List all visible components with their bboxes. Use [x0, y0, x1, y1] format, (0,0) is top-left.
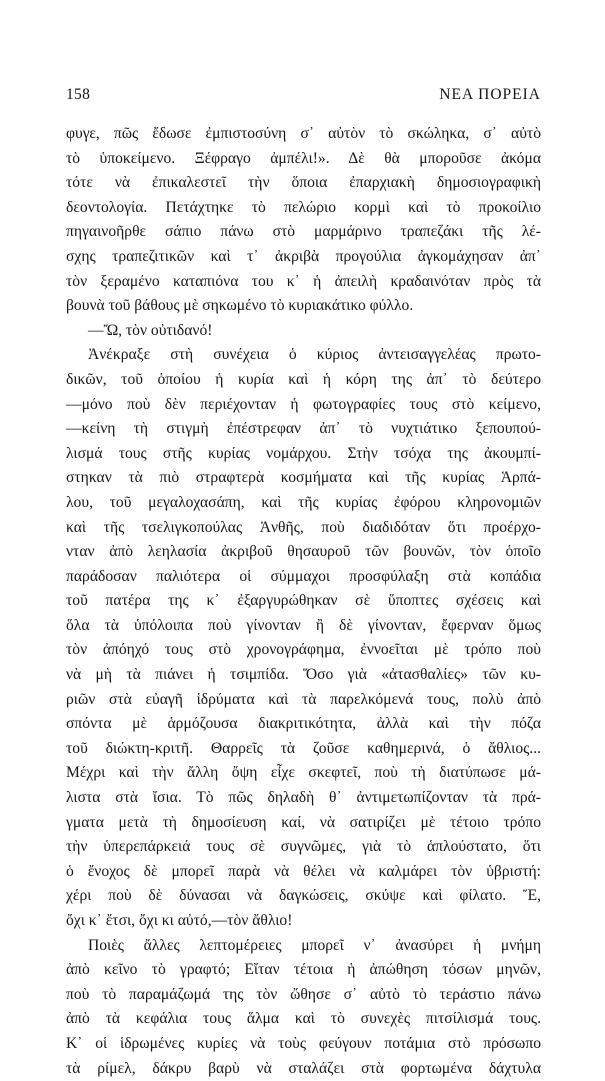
text-line: ἀπὸ τὰ κεφάλια τους ἅλμα καὶ τὸ συνεχὲς πιτσίλισμά τους.: [66, 1010, 541, 1028]
text-line: τὰ ρίμελ, δάκρυ βαρὺ νὰ σταλάζει στὰ φορτωμένα δάχτυλα: [66, 1059, 541, 1077]
text-line: παράδοσαν παλιότερα οἱ σύμμαχοι προσφύλαξη στὰ κοπάδια: [66, 567, 541, 585]
text-line: δικῶν, τοῦ ὁποίου ἡ κυρία καὶ ἡ κόρη της ἀπ᾽ τὸ δεύτερο: [66, 370, 541, 388]
page-header: [66, 86, 541, 110]
text-line: ὅλα τὰ ὑπόλοιπα ποὺ γίνονταν ἢ δὲ γίνονταν, ἔφερναν ὅμως: [66, 616, 541, 634]
text-line: Μέχρι καὶ τὴν ἄλλη ὄψη εἶχε σκεφτεῖ, ποὺ τὴ διατύπωσε μά-: [66, 764, 541, 782]
text-line: ποὺ τὸ παραμάζωμά της τὸν ὤθησε σ᾽ αὐτὸ τὸ τεράστιο πάνω: [66, 985, 541, 1003]
text-line: τὸ ὑποκείμενο. Ξέφραγο ἀμπέλι!». Δὲ θὰ μποροῦσε ἀκόμα: [66, 149, 541, 167]
text-line: σπόντα μὲ ἁρμόζουσα διακριτικότητα, ἀλλὰ καὶ τὴν πόζα: [66, 715, 541, 733]
text-line: τοῦ διώκτη-κριτῆ. Θαρρεῖς τὰ ζοῦσε καθημερινά, ὁ ἄθλιος...: [66, 739, 541, 757]
text-line: τότε νὰ ἐπικαλεστεῖ τὴν ὅποια ἐπαρχιακὴ δημοσιογραφικὴ: [66, 174, 541, 192]
text-line: σχης τραπεζιτικῶν καὶ τ᾽ ἀκριβὰ προγούλια ἀγκομάχησαν ἀπ᾽: [66, 247, 541, 265]
text-line: δεοντολογία. Πετάχτηκε τὸ πελώριο κορμὶ καὶ τὸ προκοίλιο: [66, 198, 541, 216]
text-line: νὰ μὴ τὰ πιάνει ἡ τσιμπίδα. Ὅσο γιὰ «ἀτασθαλίες» τῶν κυ-: [66, 666, 541, 684]
text-line: στηκαν τὰ πιὸ στραφτερὰ κοσμήματα καὶ τῆς κυρίας Ἁρπά-: [66, 469, 541, 487]
text-line: λιστα στὰ ἴσια. Τὸ πῶς δηλαδὴ θ᾽ ἀντιμετωπίζονταν τὰ πρά-: [66, 789, 541, 807]
body-text: [66, 122, 541, 1081]
text-line: χέρι ποὺ δὲ δύνασαι νὰ δαγκώσεις, σκύψε καὶ φίλατο. Ἔ,: [66, 887, 541, 905]
text-line: —Ὤ, τὸν οὐτιδανό!: [88, 321, 213, 339]
text-line: γματα μετὰ τὴ δημοσίευση καί, νὰ σατιρίζει μὲ τέτοιο τρόπο: [66, 813, 541, 831]
text-line: καὶ τῆς τσελιγκοπούλας Ἀνθῆς, ποὺ διαδιδόταν ὅτι προέρχο-: [66, 518, 541, 536]
page-number: 158: [66, 86, 91, 103]
text-line: ὁ ἔνοχος δὲ μπορεῖ παρὰ νὰ θέλει νὰ καλμάρει τὸν ὑβριστή:: [66, 862, 541, 880]
text-line: νταν ἀπὸ λεηλασία ἀκριβοῦ θησαυροῦ τῶν βουνῶν, τὸν ὁποῖο: [66, 543, 541, 561]
text-line: ριῶν στὰ εὐαγῆ ἱδρύματα καὶ τὰ παρελκόμενά τους, πολὺ ἀπὸ: [66, 690, 541, 708]
text-line: λισμά τους στῆς κυρίας νομάρχου. Στὴν τσόχα της ἀκουμπί-: [66, 444, 541, 462]
text-line: ὄχι κ᾽ ἔτσι, ὄχι κι αὐτό,—τὸν ἄθλιο!: [66, 912, 293, 929]
text-line: πηγαινοῆρθε σάπιο πάνω στὸ μαρμάρινο τραπεζάκι τῆς λέ-: [66, 223, 541, 241]
text-line: —κείνη τὴ στιγμὴ ἐπέστρεφαν ἀπ᾽ τὸ νυχτιάτικο ξεπουπού-: [66, 420, 541, 438]
text-line: Ἀνέκραξε στὴ συνέχεια ὁ κύριος ἀντεισαγγελέας πρωτο-: [88, 346, 541, 364]
text-line: Κ᾽ οἱ ἱδρωμένες κυρίες νὰ τοὺς φεύγουν ποτάμια στὸ πρόσωπο: [66, 1034, 541, 1052]
text-line: φυγε, πῶς ἔδωσε ἐμπιστοσύνη σ᾽ αὐτὸν τὸ σκώληκα, σ᾽ αὐτὸ: [66, 125, 541, 142]
text-line: τὴν ὑπερεπάρκειά τους σὲ συγνῶμες, γιὰ τὸ ἁπλούστατο, ὅτι: [66, 838, 541, 856]
text-line: τὸν ἀπόηχό τους στὸ χρονογράφημα, ἐννοεῖται μὲ τρόπο ποὺ: [66, 641, 541, 659]
text-line: Ποιὲς ἄλλες λεπτομέρειες μπορεῖ ν᾽ ἀνασύρει ἡ μνήμη: [88, 936, 541, 954]
text-line: ἀπὸ κεῖνο τὸ γραφτό; Εἴταν τέτοια ἡ ἀπώθηση τόσων μηνῶν,: [66, 961, 541, 979]
text-line: βουνὰ τοῦ βάθους μὲ σηκωμένο τὸ κυριακάτικο φύλλο.: [66, 297, 414, 315]
text-line: —μόνο ποὺ δὲν περιέχονταν ἡ φωτογραφίες τους στὸ κείμενο,: [66, 395, 541, 413]
running-title: ΝΕΑ ΠΟΡΕΙΑ: [439, 86, 541, 103]
text-line: τοῦ πατέρα της κ᾽ ἐξαργυρώθηκαν σὲ ὕποπτες σχέσεις καὶ: [66, 592, 541, 610]
text-line: τὸν ξεραμένο καταπιόνα του κ᾽ ἡ ἀπειλὴ κραδαινόταν πρὸς τὰ: [66, 272, 541, 290]
text-line: λου, τοῦ μεγαλοχασάπη, καὶ τῆς κυρίας ἐφόρου κληρονομιῶν: [66, 493, 541, 511]
